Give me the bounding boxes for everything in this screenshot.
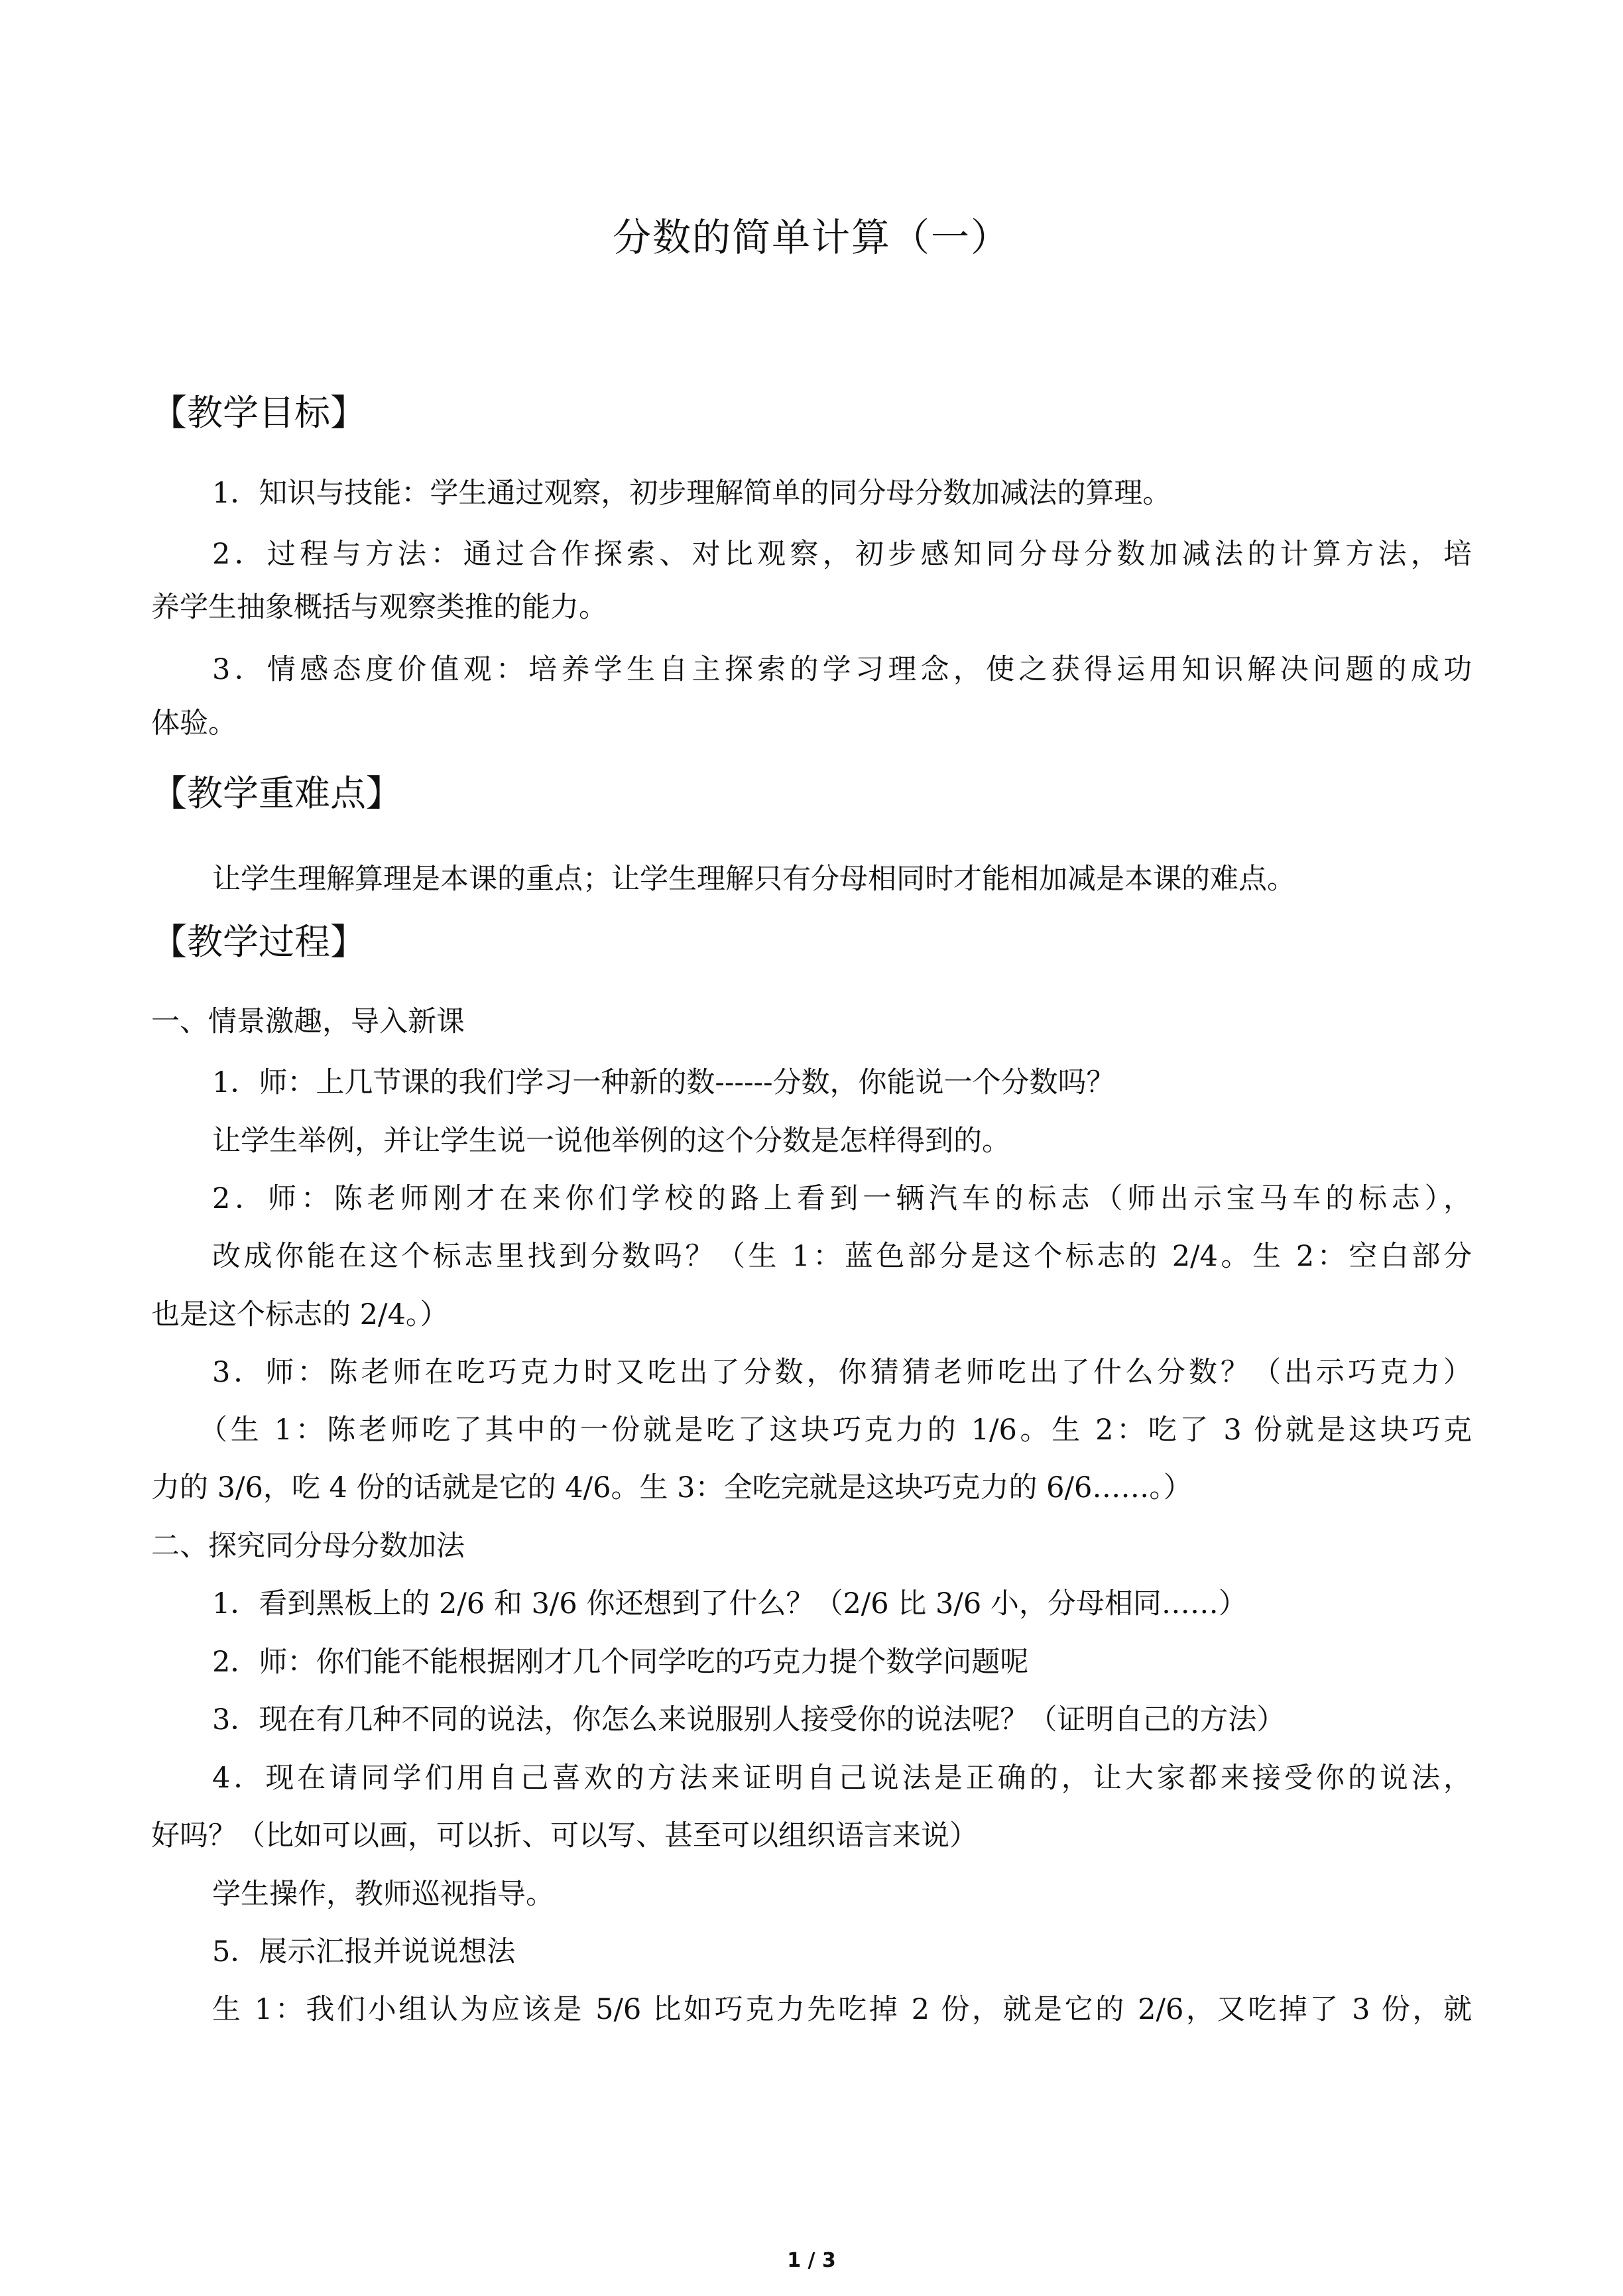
process-line-12: 2．师：你们能不能根据刚才几个同学吃的巧克力提个数学问题呢 — [212, 1646, 1029, 1679]
objective-line-1: 1．知识与技能：学生通过观察，初步理解简单的同分母分数加减法的算理。 — [212, 477, 1172, 510]
process-line-11: 1．看到黑板上的 2/6 和 3/6 你还想到了什么？（2/6 比 3/6 小，分母相同……） — [212, 1587, 1247, 1620]
process-line-18: 生 1：我们小组认为应该是 5/6 比如巧克力先吃掉 2 份，就是它的 2/6，又吃掉了 3 份，就 — [212, 1993, 1472, 2026]
process-heading: 【教学过程】 — [151, 921, 366, 963]
document-title: 分数的简单计算（一） — [612, 215, 1010, 260]
page-number: 1 / 3 — [787, 2249, 836, 2272]
process-line-3: 让学生举例，并让学生说一说他举例的这个分数是怎样得到的。 — [212, 1124, 1010, 1158]
process-line-1: 一、情景激趣，导入新课 — [151, 1005, 465, 1038]
process-line-8: （生 1：陈老师吃了其中的一份就是吃了这块巧克力的 1/6。生 2：吃了 3 份就是这块巧克 — [199, 1414, 1472, 1447]
objective-line-5: 体验。 — [151, 707, 237, 740]
process-line-14: 4．现在请同学们用自己喜欢的方法来证明自己说法是正确的，让大家都来接受你的说法， — [212, 1762, 1472, 1795]
objective-line-4: 3．情感态度价值观：培养学生自主探索的学习理念，使之获得运用知识解决问题的成功 — [212, 653, 1472, 686]
objective-line-3: 养学生抽象概括与观察类推的能力。 — [151, 591, 607, 624]
process-line-2: 1．师：上几节课的我们学习一种新的数------分数，你能说一个分数吗？ — [212, 1066, 1115, 1099]
objectives-heading: 【教学目标】 — [151, 392, 366, 434]
key-points-text: 让学生理解算理是本课的重点；让学生理解只有分母相同时才能相加减是本课的难点。 — [212, 863, 1295, 896]
process-line-6: 也是这个标志的 2/4。） — [151, 1298, 449, 1331]
objective-line-2: 2．过程与方法：通过合作探索、对比观察，初步感知同分母分数加减法的计算方法，培 — [212, 538, 1472, 571]
process-line-17: 5．展示汇报并说说想法 — [212, 1935, 516, 1968]
process-line-7: 3．师：陈老师在吃巧克力时又吃出了分数，你猜猜老师吃出了什么分数？（出示巧克力） — [212, 1356, 1472, 1389]
process-line-16: 学生操作，教师巡视指导。 — [212, 1878, 554, 1911]
process-line-15: 好吗？（比如可以画，可以折、可以写、甚至可以组织语言来说） — [151, 1819, 978, 1852]
process-line-4: 2．师：陈老师刚才在来你们学校的路上看到一辆汽车的标志（师出示宝马车的标志）， — [212, 1182, 1472, 1215]
process-line-9: 力的 3/6，吃 4 份的话就是它的 4/6。生 3：全吃完就是这块巧克力的 6/6……。） — [151, 1471, 1192, 1504]
process-line-10: 二、探究同分母分数加法 — [151, 1530, 465, 1563]
key-points-heading: 【教学重难点】 — [151, 772, 402, 814]
process-line-13: 3．现在有几种不同的说法，你怎么来说服别人接受你的说法呢？（证明自己的方法） — [212, 1703, 1286, 1736]
process-line-5: 改成你能在这个标志里找到分数吗？（生 1：蓝色部分是这个标志的 2/4。生 2：空白部分 — [212, 1240, 1472, 1273]
